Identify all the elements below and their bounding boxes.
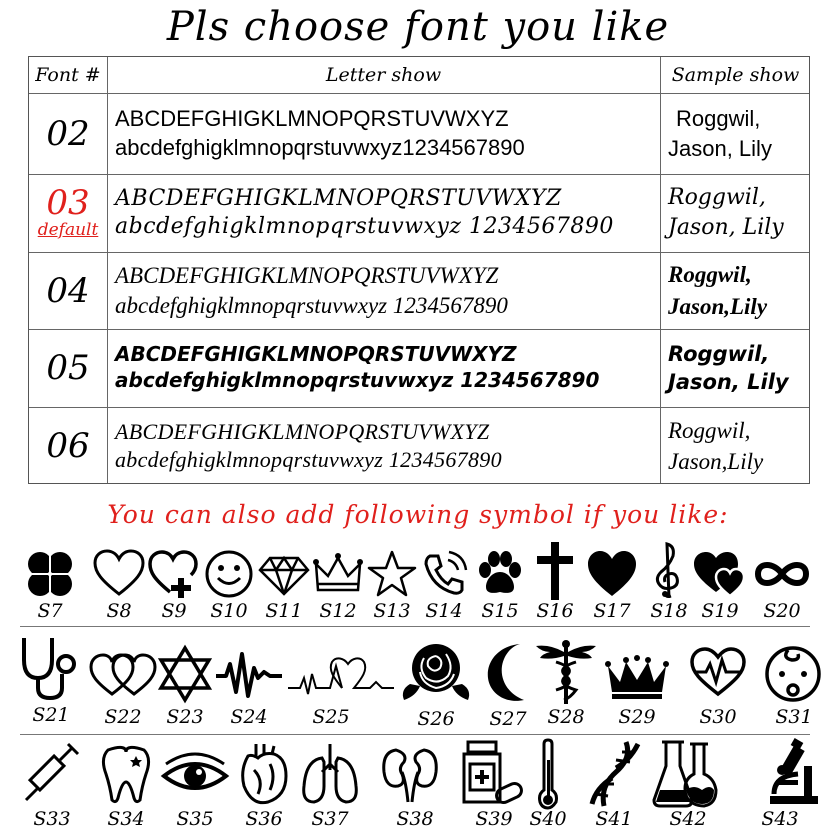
two-hearts-icon bbox=[88, 648, 158, 704]
font-number-06: 06 bbox=[46, 426, 90, 466]
symbol-label: S41 bbox=[595, 808, 633, 830]
symbol-s9[interactable] bbox=[144, 546, 204, 622]
symbol-s36[interactable] bbox=[234, 740, 294, 830]
lowercase-letters: abcdefghigklmnopqrstuvwxyz1234567890 bbox=[115, 134, 525, 160]
header-letter-show: Letter show bbox=[325, 64, 442, 86]
symbol-label: S38 bbox=[396, 808, 434, 830]
lowercase-letters: abcdefghigklmnopqrstuvwxyz 1234567890 bbox=[115, 214, 614, 239]
diamond-icon bbox=[256, 546, 312, 602]
symbol-s25[interactable] bbox=[286, 644, 396, 728]
symbol-s26[interactable] bbox=[396, 636, 476, 730]
symbol-label: S25 bbox=[312, 706, 350, 728]
crescent-moon-icon bbox=[480, 640, 536, 706]
paw-icon bbox=[472, 546, 528, 602]
symbol-s14[interactable] bbox=[414, 546, 474, 622]
symbol-s33[interactable] bbox=[20, 742, 84, 830]
sample-line-1: Roggwil, bbox=[668, 185, 766, 211]
uppercase-letters: ABCDEFGHIGKLMNOPQRSTUVWXYZ bbox=[115, 418, 490, 444]
treble-clef-icon bbox=[641, 540, 697, 602]
symbol-s41[interactable] bbox=[582, 738, 646, 830]
uppercase-letters: ABCDEFGHIGKLMNOPQRSTUVWXYZ bbox=[115, 185, 562, 211]
smiley-icon bbox=[201, 546, 257, 602]
symbol-label: S24 bbox=[230, 706, 268, 728]
symbol-label: S18 bbox=[650, 600, 688, 622]
heartbeat-icon bbox=[214, 644, 284, 704]
symbol-label: S11 bbox=[265, 600, 303, 622]
font-number-05: 05 bbox=[46, 348, 90, 388]
symbol-label: S29 bbox=[618, 706, 656, 728]
symbol-label: S40 bbox=[529, 808, 567, 830]
baby-face-icon bbox=[760, 640, 826, 706]
lowercase-letters: abcdefghigklmnopqrstuvwxyz 1234567890 bbox=[115, 447, 502, 472]
symbol-label: S17 bbox=[593, 600, 631, 622]
symbol-label: S14 bbox=[425, 600, 463, 622]
symbol-label: S21 bbox=[32, 704, 70, 726]
symbol-label: S35 bbox=[176, 808, 214, 830]
symbol-label: S20 bbox=[763, 600, 801, 622]
symbol-s24[interactable] bbox=[214, 644, 284, 728]
thermometer-icon bbox=[520, 738, 576, 810]
tooth-icon bbox=[98, 742, 154, 806]
symbol-label: S28 bbox=[547, 706, 585, 728]
eye-icon bbox=[160, 748, 230, 804]
symbol-label: S19 bbox=[701, 600, 739, 622]
symbol-label: S22 bbox=[104, 706, 142, 728]
symbol-s30[interactable] bbox=[688, 644, 748, 728]
symbols-heading: You can also add following symbol if you like: bbox=[107, 500, 729, 529]
stethoscope-icon bbox=[16, 634, 86, 704]
sample-line-1: Roggwil, bbox=[668, 341, 770, 366]
lowercase-letters: abcdefghigklmnopqrstuvwxyz 1234567890 bbox=[115, 368, 600, 392]
symbol-s13[interactable] bbox=[362, 546, 422, 622]
page-title: Pls choose font you like bbox=[166, 4, 670, 50]
lowercase-letters: abcdefghigklmnopqrstuvwxyz 1234567890 bbox=[115, 292, 508, 318]
symbol-label: S16 bbox=[536, 600, 574, 622]
symbol-s19[interactable] bbox=[690, 546, 750, 622]
symbol-s22[interactable] bbox=[88, 648, 158, 728]
symbol-label: S26 bbox=[417, 708, 455, 730]
symbol-label: S36 bbox=[245, 808, 283, 830]
symbol-label: S10 bbox=[210, 600, 248, 622]
four-leaf-clover-icon bbox=[22, 546, 78, 602]
sample-line-1: Roggwil, bbox=[668, 417, 751, 443]
sample-show-05 bbox=[660, 329, 811, 407]
symbol-label: S42 bbox=[669, 808, 707, 830]
sample-line-2: Jason, Lily bbox=[668, 135, 772, 161]
divider bbox=[20, 734, 810, 735]
symbol-s42[interactable] bbox=[650, 738, 720, 830]
symbol-label: S37 bbox=[311, 808, 349, 830]
letter-show-02 bbox=[107, 93, 660, 174]
heart-outline-icon bbox=[91, 546, 147, 602]
header-sample-show: Sample show bbox=[671, 64, 800, 86]
uppercase-letters: ABCDEFGHIGKLMNOPQRSTUVWXYZ bbox=[115, 106, 509, 132]
symbol-label: S15 bbox=[481, 600, 519, 622]
uppercase-letters: ABCDEFGHIGKLMNOPQRSTUVWXYZ bbox=[115, 342, 517, 367]
symbol-s20[interactable] bbox=[752, 546, 812, 622]
crown-filled-icon bbox=[602, 654, 672, 704]
header-font-number: Font # bbox=[35, 64, 101, 86]
symbol-label: S27 bbox=[489, 708, 527, 730]
symbol-s34[interactable] bbox=[96, 742, 156, 830]
symbol-s29[interactable] bbox=[602, 654, 672, 728]
symbol-s10[interactable] bbox=[199, 546, 259, 622]
sample-show-03 bbox=[660, 174, 811, 252]
symbol-s31[interactable] bbox=[760, 640, 826, 728]
symbol-s11[interactable] bbox=[254, 546, 314, 622]
crown-outline-icon bbox=[310, 546, 366, 602]
symbol-s8[interactable] bbox=[89, 546, 149, 622]
microscope-icon bbox=[762, 736, 828, 812]
symbol-s7[interactable] bbox=[20, 546, 80, 622]
symbol-label: S43 bbox=[761, 808, 799, 830]
sample-line-1: Roggwil, bbox=[676, 105, 761, 131]
symbol-s12[interactable] bbox=[308, 546, 368, 622]
symbol-s39[interactable] bbox=[456, 738, 526, 830]
heart-cross-icon bbox=[146, 546, 202, 602]
rose-icon bbox=[396, 636, 476, 706]
symbol-s21[interactable] bbox=[16, 634, 86, 726]
symbol-label: S31 bbox=[775, 706, 813, 728]
heart-filled-icon bbox=[584, 546, 640, 602]
font-number-03 bbox=[29, 174, 107, 252]
infinity-icon bbox=[752, 546, 812, 602]
heartbeat-heart-icon bbox=[286, 644, 396, 704]
star-of-david-icon bbox=[157, 644, 213, 704]
font-number-04: 04 bbox=[46, 270, 90, 311]
symbol-s37[interactable] bbox=[298, 740, 362, 830]
cross-icon bbox=[527, 540, 583, 602]
syringe-icon bbox=[20, 742, 84, 806]
double-heart-icon bbox=[692, 546, 748, 602]
default-label: default bbox=[37, 219, 99, 240]
symbol-s35[interactable] bbox=[160, 748, 230, 830]
phone-icon bbox=[416, 546, 472, 602]
symbol-label: S13 bbox=[373, 600, 411, 622]
sample-show-06 bbox=[660, 407, 811, 485]
letter-show-06 bbox=[107, 407, 660, 485]
symbol-s23[interactable] bbox=[155, 644, 215, 728]
lab-flasks-icon bbox=[650, 738, 720, 810]
symbol-label: S34 bbox=[107, 808, 145, 830]
symbol-label: S23 bbox=[166, 706, 204, 728]
star-outline-icon bbox=[364, 546, 420, 602]
sample-show-02 bbox=[660, 93, 811, 174]
sample-line-1: Roggwil, bbox=[668, 262, 752, 288]
symbol-s27[interactable] bbox=[478, 640, 538, 730]
sample-line-2: Jason, Lily bbox=[668, 215, 784, 240]
caduceus-icon bbox=[530, 638, 602, 706]
symbol-label: S7 bbox=[37, 600, 63, 622]
lungs-icon bbox=[298, 740, 362, 808]
symbol-label: S12 bbox=[319, 600, 357, 622]
symbol-s15[interactable] bbox=[470, 546, 530, 622]
sample-line-2: Jason, Lily bbox=[668, 370, 789, 394]
font-number-03-value: 03 bbox=[46, 182, 90, 223]
symbol-label: S9 bbox=[161, 600, 187, 622]
sample-line-2: Jason,Lily bbox=[668, 293, 768, 319]
symbol-s40[interactable] bbox=[518, 738, 578, 830]
font-table bbox=[28, 56, 810, 484]
sample-line-2: Jason,Lily bbox=[668, 449, 764, 474]
symbol-s38[interactable] bbox=[380, 742, 440, 830]
symbol-label: S33 bbox=[33, 808, 71, 830]
symbol-s17[interactable] bbox=[582, 546, 642, 622]
symbol-s43[interactable] bbox=[761, 736, 828, 830]
letter-show-04 bbox=[107, 252, 660, 329]
symbol-label: S39 bbox=[475, 808, 513, 830]
symbol-label: S30 bbox=[699, 706, 737, 728]
symbol-s28[interactable] bbox=[530, 638, 602, 728]
heart-pulse-icon bbox=[688, 644, 748, 700]
medicine-bottle-icon bbox=[456, 738, 526, 808]
sample-show-04 bbox=[660, 252, 811, 329]
symbol-label: S8 bbox=[106, 600, 132, 622]
font-number-02: 02 bbox=[46, 113, 90, 154]
uppercase-letters: ABCDEFGHIGKLMNOPQRSTUVWXYZ bbox=[115, 263, 499, 289]
letter-show-03 bbox=[107, 174, 660, 252]
divider bbox=[20, 626, 810, 627]
symbol-s16[interactable] bbox=[525, 540, 585, 622]
letter-show-05 bbox=[107, 329, 660, 407]
anatomical-heart-icon bbox=[234, 740, 294, 808]
dna-icon bbox=[582, 738, 646, 810]
kidneys-icon bbox=[380, 742, 440, 806]
